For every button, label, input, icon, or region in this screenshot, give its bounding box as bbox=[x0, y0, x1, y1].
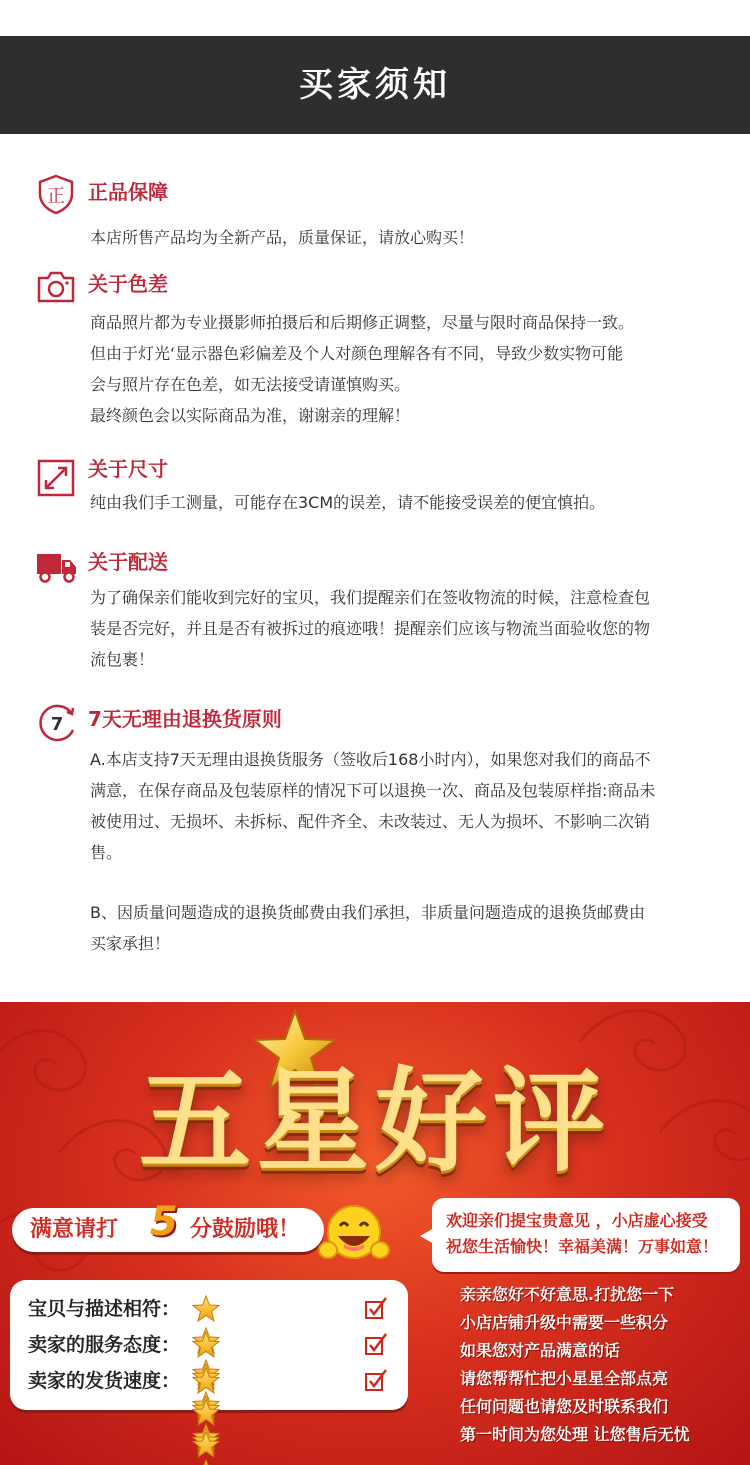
request-text-line: 如果您对产品满意的话 bbox=[460, 1341, 621, 1360]
request-text-line: 第一时间为您处理 让您售后无忧 bbox=[460, 1425, 690, 1444]
pill-text-before: 满意请打 bbox=[30, 1217, 119, 1242]
rating-label: 卖家的发货速度： bbox=[28, 1370, 181, 1392]
section-title: 正品保障 bbox=[88, 180, 168, 204]
section-body bbox=[90, 744, 730, 959]
section-body bbox=[90, 222, 730, 253]
section-text-line: 装是否完好，并且是否有被拆过的痕迹哦！提醒亲们应该与物流当面验收您的物 bbox=[90, 619, 651, 638]
section-title: 关于色差 bbox=[88, 272, 168, 296]
star-icon[interactable] bbox=[192, 1295, 220, 1323]
section-title: 关于尺寸 bbox=[88, 457, 168, 481]
seven-day-return-icon bbox=[36, 702, 76, 742]
camera-icon bbox=[36, 266, 76, 306]
section-text-line: 被使用过、无损坏、未拆标、配件齐全、未改装过、无人为损坏、不影响二次销 bbox=[90, 812, 651, 831]
section-text-line: A.本店支持7天无理由退换货服务（签收后168小时内），如果您对我们的商品不 bbox=[90, 750, 651, 769]
star-icon[interactable] bbox=[192, 1399, 220, 1427]
star-rating[interactable] bbox=[192, 1331, 224, 1359]
section-text-line: 为了确保亲们能收到完好的宝贝，我们提醒亲们在签收物流的时候，注意检查包 bbox=[90, 588, 651, 607]
request-text-line: 请您帮帮忙把小星星全部点亮 bbox=[460, 1369, 669, 1388]
star-rating[interactable] bbox=[192, 1295, 224, 1323]
svg-text:正: 正 bbox=[47, 186, 65, 207]
svg-text:7: 7 bbox=[50, 714, 64, 735]
star-icon[interactable] bbox=[192, 1431, 220, 1459]
zheng-badge-icon bbox=[36, 174, 76, 214]
section-text-line: 售。 bbox=[90, 843, 123, 862]
section-text-line: 满意，在保存商品及包装原样的情况下可以退换一次、商品及包装原样指:商品未 bbox=[90, 781, 656, 800]
pill-text-after: 分鼓励哦！ bbox=[190, 1217, 301, 1242]
checkbox-checked-icon[interactable] bbox=[364, 1296, 388, 1320]
banner-title: 五星好评 bbox=[139, 1057, 611, 1187]
section-text-line: 流包裹！ bbox=[90, 650, 155, 669]
smiley-thumbs-up-icon bbox=[318, 1198, 390, 1270]
section-text-line: 买家承担！ bbox=[90, 934, 171, 953]
section-body bbox=[90, 487, 730, 518]
checkbox-checked-icon[interactable] bbox=[364, 1368, 388, 1392]
section-text-line: 最终颜色会以实际商品为准，谢谢亲的理解！ bbox=[90, 406, 411, 425]
five-star-review-banner bbox=[0, 1002, 750, 1465]
section-text-line: 商品照片都为专业摄影师拍摄后和后期修正调整，尽量与限时商品保持一致。 bbox=[90, 313, 635, 332]
rating-label: 宝贝与描述相符： bbox=[28, 1298, 181, 1320]
section-text-line: B、因质量问题造成的退换货邮费由我们承担，非质量问题造成的退换货邮费由 bbox=[90, 903, 645, 922]
bubble-text-line: 祝您生活愉快！幸福美满！万事如意！ bbox=[446, 1237, 719, 1256]
star-icon[interactable] bbox=[192, 1331, 220, 1359]
section-text-line: 纯由我们手工测量，可能存在3CM的误差，请不能接受误差的便宜慎拍。 bbox=[90, 493, 606, 512]
section-body bbox=[90, 582, 730, 675]
section-text-line: 本店所售产品均为全新产品，质量保证，请放心购买！ bbox=[90, 228, 475, 247]
request-text-line: 任何问题也请您及时联系我们 bbox=[460, 1397, 669, 1416]
pill-number: 5 bbox=[150, 1199, 178, 1245]
section-text-line: 会与照片存在色差，如无法接受请谨慎购买。 bbox=[90, 375, 411, 394]
request-text-line: 小店店铺升级中需要一些积分 bbox=[460, 1313, 669, 1332]
request-text-line: 亲亲您好不好意思.打扰您一下 bbox=[460, 1285, 675, 1304]
delivery-truck-icon bbox=[36, 546, 76, 586]
star-icon[interactable] bbox=[192, 1367, 220, 1395]
section-text-line bbox=[90, 868, 730, 897]
section-title: 关于配送 bbox=[88, 550, 168, 574]
section-body bbox=[90, 307, 730, 431]
rating-label: 卖家的服务态度： bbox=[28, 1334, 181, 1356]
bubble-text-line: 欢迎亲们提宝贵意见 ，小店虚心接受 bbox=[446, 1211, 708, 1230]
star-rating[interactable] bbox=[192, 1367, 224, 1395]
page-title: 买家须知 bbox=[299, 65, 451, 105]
section-text-line: 但由于灯光‘显示器色彩偏差及个人对颜色理解各有不同，导致少数实物可能 bbox=[90, 344, 624, 363]
checkbox-checked-icon[interactable] bbox=[364, 1332, 388, 1356]
section-title: 7天无理由退换货原则 bbox=[88, 707, 282, 731]
resize-arrow-icon bbox=[36, 458, 76, 498]
